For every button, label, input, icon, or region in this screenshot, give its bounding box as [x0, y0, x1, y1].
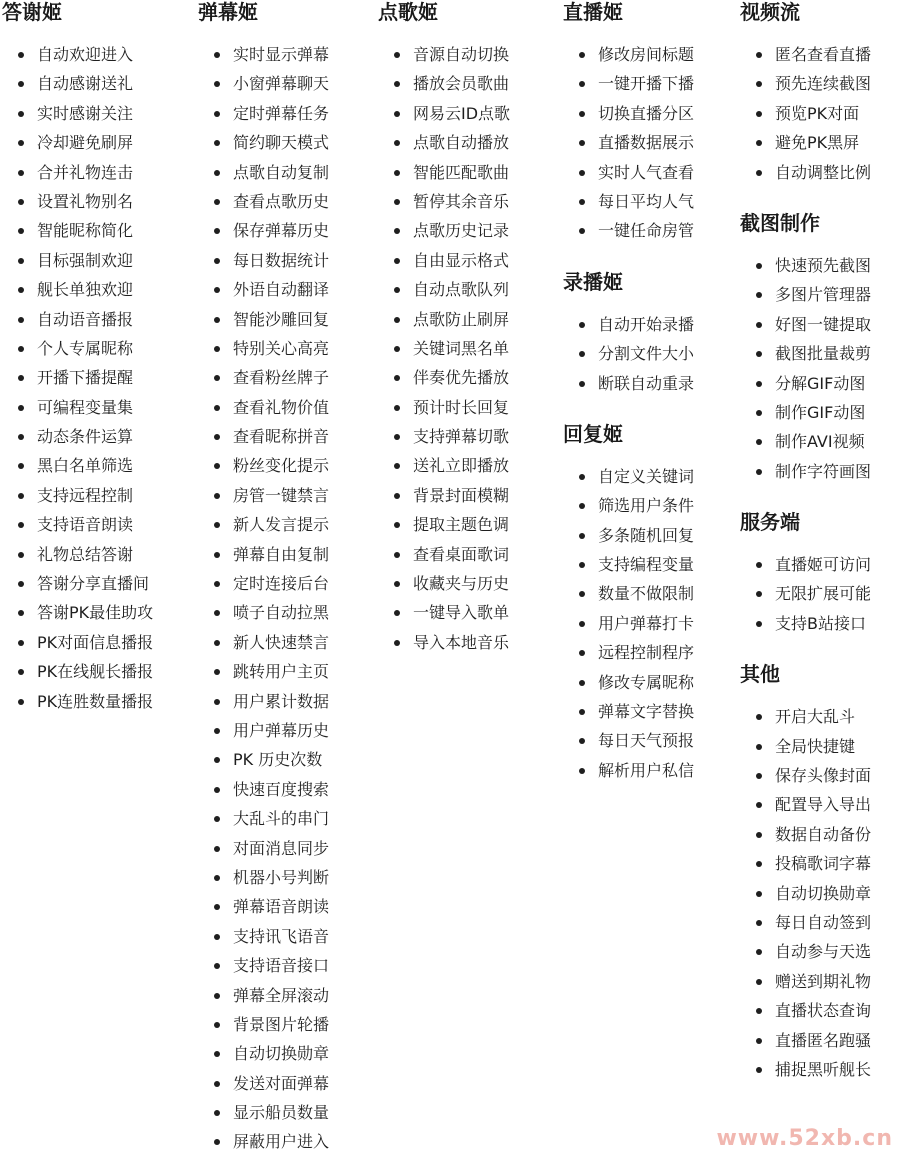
- list-item: 直播姬可访问: [740, 550, 871, 579]
- list-item: 一键任命房管: [563, 216, 694, 245]
- list-item: 特别关心高亮: [198, 334, 329, 363]
- feature-list: [378, 40, 510, 657]
- list-item: 多条随机回复: [563, 521, 694, 550]
- list-item: 避免PK黑屏: [740, 128, 871, 157]
- feature-section: [2, 0, 153, 716]
- feature-section: [378, 0, 510, 657]
- list-item: 播放会员歌曲: [378, 69, 510, 98]
- list-item: 自动切换勋章: [198, 1039, 329, 1068]
- list-item: 好图一键提取: [740, 310, 871, 339]
- list-item: 每日自动签到: [740, 908, 871, 937]
- section-title: 截图制作: [740, 210, 820, 235]
- list-item: 开启大乱斗: [740, 702, 871, 731]
- list-item: 新人发言提示: [198, 510, 329, 539]
- list-item: 礼物总结答谢: [2, 540, 153, 569]
- feature-section: [740, 662, 871, 1084]
- list-item: 房管一键禁言: [198, 481, 329, 510]
- list-item: 弹幕语音朗读: [198, 892, 329, 921]
- list-item: 送礼立即播放: [378, 451, 510, 480]
- list-item: PK在线舰长播报: [2, 657, 153, 686]
- list-item: 直播匿名跑骚: [740, 1026, 871, 1055]
- list-item: PK对面信息播报: [2, 628, 153, 657]
- list-item: 目标强制欢迎: [2, 246, 153, 275]
- feature-section: [198, 0, 329, 1157]
- list-item: 点歌防止刷屏: [378, 305, 510, 334]
- list-item: 保存弹幕历史: [198, 216, 329, 245]
- list-item: 冷却避免刷屏: [2, 128, 153, 157]
- section-title: 回复姬: [563, 421, 623, 446]
- list-item: 音源自动切换: [378, 40, 510, 69]
- list-item: 制作AVI视频: [740, 427, 871, 456]
- list-item: 直播数据展示: [563, 128, 694, 157]
- list-item: 伴奏优先播放: [378, 363, 510, 392]
- list-item: 快速预先截图: [740, 251, 871, 280]
- list-item: 自动语音播报: [2, 305, 153, 334]
- list-item: 背景图片轮播: [198, 1010, 329, 1039]
- section-title: 服务端: [740, 510, 800, 535]
- feature-list: [2, 40, 153, 716]
- list-item: 自定义关键词: [563, 462, 694, 491]
- list-item: 用户弹幕打卡: [563, 609, 694, 638]
- list-item: 机器小号判断: [198, 863, 329, 892]
- feature-list: [740, 40, 871, 187]
- feature-list: [740, 550, 871, 638]
- list-item: 断联自动重录: [563, 369, 694, 398]
- list-item: 答谢分享直播间: [2, 569, 153, 598]
- list-item: 查看礼物价值: [198, 393, 329, 422]
- feature-column-2: [198, 0, 329, 1157]
- list-item: 定时连接后台: [198, 569, 329, 598]
- list-item: 提取主题色调: [378, 510, 510, 539]
- list-item: 保存头像封面: [740, 761, 871, 790]
- list-item: 一键导入歌单: [378, 598, 510, 627]
- list-item: 关键词黑名单: [378, 334, 510, 363]
- list-item: 动态条件运算: [2, 422, 153, 451]
- list-item: 暂停其余音乐: [378, 187, 510, 216]
- list-item: 自动切换勋章: [740, 879, 871, 908]
- list-item: 喷子自动拉黑: [198, 598, 329, 627]
- list-item: 可编程变量集: [2, 393, 153, 422]
- list-item: 赠送到期礼物: [740, 967, 871, 996]
- list-item: 网易云ID点歌: [378, 99, 510, 128]
- list-item: 分割文件大小: [563, 339, 694, 368]
- list-item: 查看点歌历史: [198, 187, 329, 216]
- section-title: 弹幕姬: [198, 0, 258, 24]
- feature-list: [563, 40, 694, 246]
- list-item: 设置礼物别名: [2, 187, 153, 216]
- list-item: 捕捉黑听舰长: [740, 1055, 871, 1084]
- feature-section: [740, 0, 871, 187]
- list-item: 简约聊天模式: [198, 128, 329, 157]
- list-item: 每日平均人气: [563, 187, 694, 216]
- list-item: 分解GIF动图: [740, 369, 871, 398]
- feature-section: [563, 422, 694, 785]
- list-item: 多图片管理器: [740, 280, 871, 309]
- list-item: 答谢PK最佳助攻: [2, 598, 153, 627]
- list-item: 制作字符画图: [740, 457, 871, 486]
- list-item: 实时感谢关注: [2, 99, 153, 128]
- list-item: 弹幕文字替换: [563, 697, 694, 726]
- list-item: 智能沙雕回复: [198, 305, 329, 334]
- list-item: 预览PK对面: [740, 99, 871, 128]
- list-item: 个人专属昵称: [2, 334, 153, 363]
- list-item: 自动开始录播: [563, 310, 694, 339]
- section-title: 视频流: [740, 0, 800, 24]
- list-item: 新人快速禁言: [198, 628, 329, 657]
- list-item: 自动点歌队列: [378, 275, 510, 304]
- feature-column-1: [2, 0, 153, 716]
- list-item: 全局快捷键: [740, 732, 871, 761]
- list-item: 配置导入导出: [740, 790, 871, 819]
- list-item: 查看桌面歌词: [378, 540, 510, 569]
- section-title: 点歌姬: [378, 0, 438, 24]
- feature-section: [740, 211, 871, 486]
- list-item: 开播下播提醒: [2, 363, 153, 392]
- list-item: 收藏夹与历史: [378, 569, 510, 598]
- list-item: 大乱斗的串门: [198, 804, 329, 833]
- list-item: 支持语音朗读: [2, 510, 153, 539]
- list-item: 切换直播分区: [563, 99, 694, 128]
- list-item: 发送对面弹幕: [198, 1069, 329, 1098]
- list-item: 快速百度搜索: [198, 775, 329, 804]
- list-item: 预计时长回复: [378, 393, 510, 422]
- list-item: 智能昵称简化: [2, 216, 153, 245]
- list-item: 点歌自动复制: [198, 158, 329, 187]
- list-item: 筛选用户条件: [563, 491, 694, 520]
- list-item: 无限扩展可能: [740, 579, 871, 608]
- list-item: 舰长单独欢迎: [2, 275, 153, 304]
- list-item: 跳转用户主页: [198, 657, 329, 686]
- feature-list: [563, 310, 694, 398]
- list-item: 远程控制程序: [563, 638, 694, 667]
- list-item: 数据自动备份: [740, 820, 871, 849]
- list-item: 自动欢迎进入: [2, 40, 153, 69]
- list-item: 黑白名单筛选: [2, 451, 153, 480]
- list-item: 背景封面模糊: [378, 481, 510, 510]
- list-item: 实时显示弹幕: [198, 40, 329, 69]
- list-item: 定时弹幕任务: [198, 99, 329, 128]
- list-item: 修改房间标题: [563, 40, 694, 69]
- list-item: 显示船员数量: [198, 1098, 329, 1127]
- feature-section: [740, 510, 871, 638]
- feature-column-3: [378, 0, 510, 657]
- list-item: 外语自动翻译: [198, 275, 329, 304]
- feature-list: [198, 40, 329, 1157]
- list-item: 支持语音接口: [198, 951, 329, 980]
- list-item: 弹幕全屏滚动: [198, 981, 329, 1010]
- list-item: 自动感谢送礼: [2, 69, 153, 98]
- feature-section: [563, 270, 694, 398]
- list-item: 智能匹配歌曲: [378, 158, 510, 187]
- watermark: www.52xb.cn: [716, 1126, 893, 1151]
- list-item: 制作GIF动图: [740, 398, 871, 427]
- list-item: 投稿歌词字幕: [740, 849, 871, 878]
- list-item: 数量不做限制: [563, 579, 694, 608]
- list-item: 弹幕自由复制: [198, 540, 329, 569]
- list-item: 用户累计数据: [198, 687, 329, 716]
- list-item: 导入本地音乐: [378, 628, 510, 657]
- list-item: 合并礼物连击: [2, 158, 153, 187]
- list-item: 屏蔽用户进入: [198, 1127, 329, 1156]
- list-item: 点歌历史记录: [378, 216, 510, 245]
- section-title: 其他: [740, 662, 780, 687]
- list-item: 每日数据统计: [198, 246, 329, 275]
- list-item: 修改专属昵称: [563, 668, 694, 697]
- feature-list: [740, 251, 871, 486]
- feature-list: [563, 462, 694, 785]
- feature-list: [740, 702, 871, 1084]
- section-title: 直播姬: [563, 0, 623, 24]
- list-item: 支持编程变量: [563, 550, 694, 579]
- list-item: 对面消息同步: [198, 834, 329, 863]
- list-item: 每日天气预报: [563, 726, 694, 755]
- list-item: 截图批量裁剪: [740, 339, 871, 368]
- list-item: 直播状态查询: [740, 996, 871, 1025]
- list-item: 支持弹幕切歌: [378, 422, 510, 451]
- list-item: 查看昵称拼音: [198, 422, 329, 451]
- list-item: 预先连续截图: [740, 69, 871, 98]
- feature-column-5: [740, 0, 871, 1084]
- feature-section: [563, 0, 694, 246]
- feature-column-4: [563, 0, 694, 785]
- list-item: PK 历史次数: [198, 745, 329, 774]
- list-item: 点歌自动播放: [378, 128, 510, 157]
- list-item: 小窗弹幕聊天: [198, 69, 329, 98]
- list-item: 匿名查看直播: [740, 40, 871, 69]
- list-item: 自动调整比例: [740, 158, 871, 187]
- list-item: 一键开播下播: [563, 69, 694, 98]
- section-title: 答谢姬: [2, 0, 62, 24]
- list-item: 支持远程控制: [2, 481, 153, 510]
- list-item: 用户弹幕历史: [198, 716, 329, 745]
- list-item: 查看粉丝牌子: [198, 363, 329, 392]
- list-item: 支持讯飞语音: [198, 922, 329, 951]
- section-title: 录播姬: [563, 269, 623, 294]
- list-item: 支持B站接口: [740, 609, 871, 638]
- list-item: 粉丝变化提示: [198, 451, 329, 480]
- list-item: PK连胜数量播报: [2, 687, 153, 716]
- list-item: 自动参与天选: [740, 937, 871, 966]
- list-item: 实时人气查看: [563, 158, 694, 187]
- list-item: 自由显示格式: [378, 246, 510, 275]
- list-item: 解析用户私信: [563, 756, 694, 785]
